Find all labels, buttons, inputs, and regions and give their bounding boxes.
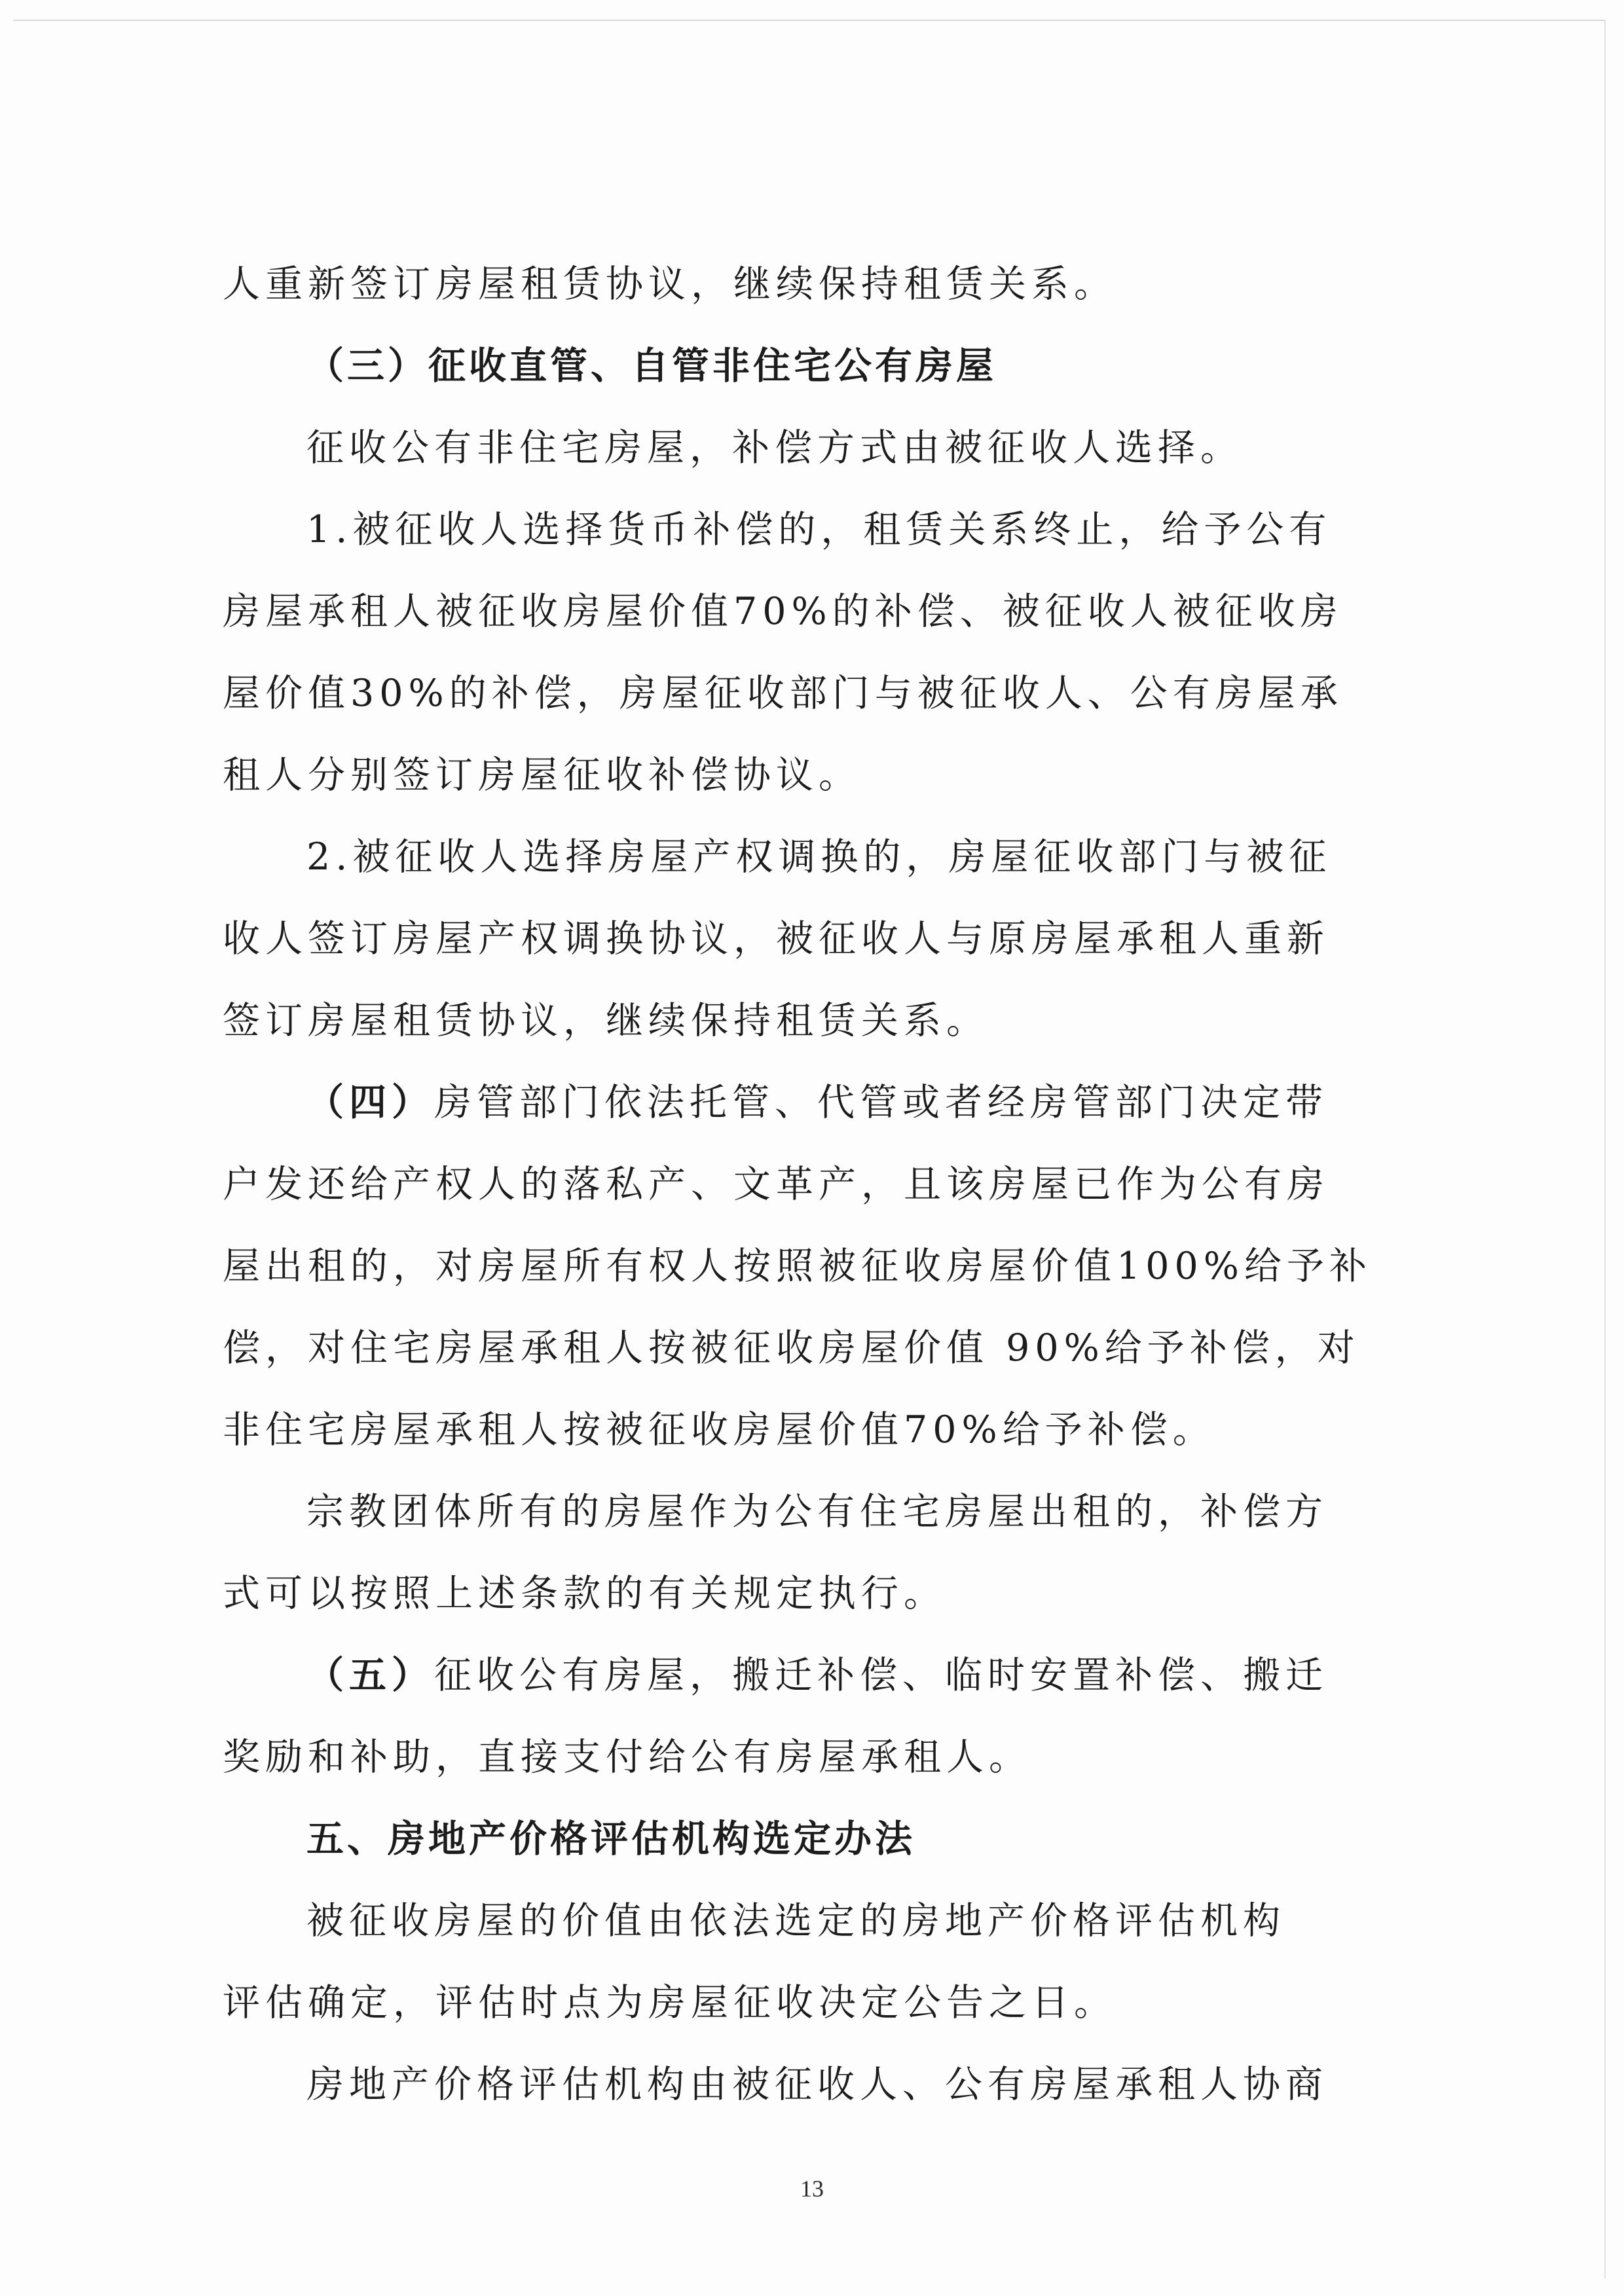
text-line: 房屋承租人被征收房屋价值70%的补偿、被征收人被征收房: [223, 590, 1343, 633]
text-line: 屋出租的，对房屋所有权人按照被征收房屋价值100%给予补: [223, 1245, 1372, 1288]
item-number-bold: （五）: [306, 1654, 434, 1697]
page-number: 13: [800, 2176, 824, 2202]
section-heading: 五、房地产价格评估机构选定办法: [306, 1817, 915, 1861]
text-line: 式可以按照上述条款的有关规定执行。: [223, 1572, 946, 1615]
paragraph-start: 征收公有非住宅房屋，补偿方式由被征收人选择。: [306, 426, 1243, 469]
text-line: 奖励和补助，直接支付给公有房屋承租人。: [223, 1736, 1031, 1779]
document-body: [223, 244, 1372, 2126]
text-line: 收人签订房屋产权调换协议，被征收人与原房屋承租人重新: [223, 917, 1329, 960]
text-line: 签订房屋租赁协议，继续保持租赁关系。: [223, 999, 989, 1042]
text-line: 人重新签订房屋租赁协议，继续保持租赁关系。: [223, 263, 1116, 306]
paragraph-start: （五）征收公有房屋，搬迁补偿、临时安置补偿、搬迁: [306, 1654, 1328, 1697]
item-number-bold: （四）: [306, 1081, 434, 1124]
text-line: 户发还给产权人的落私产、文革产，且该房屋已作为公有房: [223, 1163, 1329, 1206]
section-heading: （三）征收直管、自管非住宅公有房屋: [306, 344, 997, 388]
text-line: 偿，对住宅房屋承租人按被征收房屋价值 90%给予补偿，对: [223, 1326, 1360, 1370]
paragraph-start: 宗教团体所有的房屋作为公有住宅房屋出租的，补偿方: [306, 1490, 1328, 1533]
text-line: 非住宅房屋承租人按被征收房屋价值70%给予补偿。: [223, 1408, 1215, 1451]
paragraph-start: 房地产价格评估机构由被征收人、公有房屋承租人协商: [306, 2063, 1328, 2106]
list-item-start: 2.被征收人选择房屋产权调换的，房屋征收部门与被征: [306, 835, 1332, 879]
text-line: 评估确定，评估时点为房屋征收决定公告之日。: [223, 1981, 1116, 2024]
paragraph-start: （四）房管部门依法托管、代管或者经房管部门决定带: [306, 1081, 1328, 1124]
paragraph-start: 被征收房屋的价值由依法选定的房地产价格评估机构: [306, 1899, 1285, 1942]
text-line: 屋价值30%的补偿，房屋征收部门与被征收人、公有房屋承: [223, 672, 1343, 715]
scan-edge-right: [1604, 20, 1606, 2278]
list-item-start: 1.被征收人选择货币补偿的，租赁关系终止，给予公有: [306, 508, 1332, 551]
text-line: 租人分别签订房屋征收补偿协议。: [223, 754, 861, 797]
scan-edge-top: [13, 20, 1604, 21]
